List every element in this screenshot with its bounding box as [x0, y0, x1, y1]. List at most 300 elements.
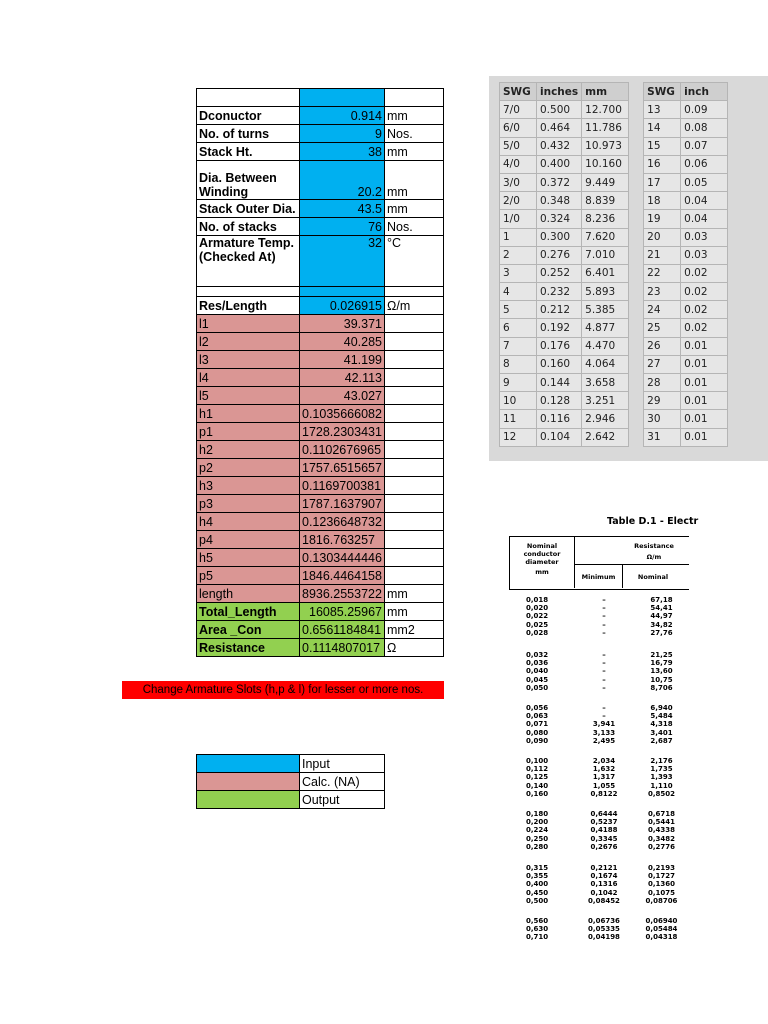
swg-gap: [629, 355, 644, 373]
table-d1-row: [509, 917, 689, 925]
table-d1-row: [509, 596, 689, 604]
swg-cell: 0.01: [681, 337, 728, 355]
table-d1-cell: 0,4188: [590, 826, 618, 835]
table-d1-cell: –: [602, 675, 606, 684]
table-d1-cell: 0,1316: [590, 880, 618, 889]
table-d1-cell: 0,630: [526, 925, 549, 934]
table-d1-cell: 2,034: [592, 757, 616, 765]
swg-cell: 6.401: [582, 264, 629, 282]
table-d1-cell: 0,500: [526, 896, 549, 905]
swg-cell: 0.276: [537, 246, 582, 264]
swg-cell: 2/0: [500, 192, 537, 210]
input-4-value: 43.5: [300, 200, 385, 218]
swg-cell: 0.192: [537, 319, 582, 337]
table-d1-group: [509, 810, 689, 851]
calc-l5-value: 43.027: [300, 387, 385, 405]
swg-cell: 19: [644, 210, 681, 228]
calc-l1-row: [197, 315, 444, 333]
swg-cell: 10: [500, 392, 537, 410]
swg-cell: 8.839: [582, 192, 629, 210]
table-d1-cell: 0,5441: [647, 818, 675, 827]
swg-cell: 0.176: [537, 337, 582, 355]
table-d1-cell: 27,76: [650, 628, 673, 637]
swg-gap: [629, 264, 644, 282]
calc-p2-row: [197, 459, 444, 477]
input-5-unit: Nos.: [385, 218, 444, 236]
swg-gap: [629, 374, 644, 392]
calculator-table: [196, 88, 444, 657]
swg-cell: 10.160: [582, 155, 629, 173]
swg-row: [500, 119, 728, 137]
header-blank: [197, 89, 300, 107]
table-d1-cell: 67,18: [650, 596, 673, 604]
swg-cell: 0.432: [537, 137, 582, 155]
swg-gap: [629, 319, 644, 337]
swg-cell: 20: [644, 228, 681, 246]
calc-h5-label: h5: [197, 549, 300, 567]
output-0-label: Total_Length: [197, 603, 300, 621]
table-d1-cell: 0,6444: [590, 810, 618, 818]
swg-cell: 0.300: [537, 228, 582, 246]
table-d1-cell: 0,355: [526, 872, 549, 881]
table-d1-cell: 0,05335: [588, 925, 620, 934]
table-d1-row: [509, 782, 689, 790]
table-d1-cell: 0,022: [526, 612, 549, 621]
res-length-value: 0.026915: [300, 297, 385, 315]
calc-h2-unit: [385, 441, 444, 459]
table-d1-cell: 2,176: [650, 757, 673, 765]
table-d1-cell: 0,710: [526, 933, 549, 942]
table-d1-row: [509, 835, 689, 843]
table-d1-cell: –: [602, 604, 606, 613]
table-d1-cell: 0,063: [526, 712, 549, 721]
swg-cell: 5: [500, 301, 537, 319]
swg-gap: [629, 210, 644, 228]
calc-l3-label: l3: [197, 351, 300, 369]
table-d1-header-minimum: Minimum: [581, 573, 616, 581]
table-d1-cell: 0,05484: [645, 925, 678, 934]
swg-cell: 3: [500, 264, 537, 282]
table-d1-cell: 0,4338: [647, 826, 675, 835]
table-d1-cell: 0,020: [526, 604, 549, 613]
table-d1-cell: 0,08452: [588, 896, 620, 905]
calc-h3-unit: [385, 477, 444, 495]
output-1-unit: mm2: [385, 621, 444, 639]
legend-swatch: [197, 791, 300, 809]
calc-h1-unit: [385, 405, 444, 423]
swg-gap: [629, 337, 644, 355]
swg-cell: 1/0: [500, 210, 537, 228]
table-d1-row: [509, 925, 689, 933]
table-d1-header-resistance-unit: Ω/m: [646, 553, 662, 561]
swg-gap: [629, 155, 644, 173]
table-d1-row: [509, 612, 689, 620]
swg-cell: 7.010: [582, 246, 629, 264]
swg-header-cell: SWG: [500, 83, 537, 101]
table-d1-cell: 44,97: [650, 612, 673, 621]
table-d1-header-resistance: Resistance: [634, 542, 674, 550]
swg-cell: 12.700: [582, 101, 629, 119]
swg-header-cell: mm: [582, 83, 629, 101]
swg-cell: 0.09: [681, 101, 728, 119]
calc-p4-value: 1816.763257: [300, 531, 385, 549]
table-d1-cell: 0,450: [526, 888, 549, 897]
calc-l3-unit: [385, 351, 444, 369]
swg-header-cell: SWG: [644, 83, 681, 101]
swg-cell: 2.946: [582, 410, 629, 428]
swg-cell: 12: [500, 428, 537, 446]
spacer-cell: [197, 287, 300, 297]
input-2-row: [197, 143, 444, 161]
res-length-unit: Ω/m: [385, 297, 444, 315]
table-d1-cell: 3,401: [650, 728, 673, 737]
table-d1-row: [509, 864, 689, 872]
table-d1-row: [509, 704, 689, 712]
table-d1-group: [509, 757, 689, 798]
swg-cell: 0.252: [537, 264, 582, 282]
table-d1-cell: 0,080: [526, 728, 549, 737]
legend-row: [197, 791, 385, 809]
table-d1-cell: 0,04318: [645, 933, 678, 942]
table-d1-title: Table D.1 - Electr: [607, 516, 699, 527]
output-2-label: Resistance: [197, 639, 300, 657]
calc-l4-row: [197, 369, 444, 387]
table-d1-header-diameter: Nominal conductor diameter: [523, 542, 561, 566]
table-d1-row: [509, 897, 689, 905]
table-d1-row: [509, 843, 689, 851]
table-d1-cell: 1,393: [650, 773, 673, 782]
table-d1-header-unit: mm: [535, 568, 549, 576]
table-d1-cell: 0,06736: [588, 917, 620, 925]
calc-h3-value: 0.1169700381: [300, 477, 385, 495]
calc-p2-label: p2: [197, 459, 300, 477]
swg-row: [500, 246, 728, 264]
swg-cell: 0.02: [681, 264, 728, 282]
table-d1-cell: 0,3345: [590, 834, 618, 843]
table-d1-cell: 6,940: [650, 704, 673, 712]
swg-row: [500, 337, 728, 355]
calc-h5-value: 0.1303444446: [300, 549, 385, 567]
swg-header-cell: inch: [681, 83, 728, 101]
table-d1-row: [509, 889, 689, 897]
swg-cell: 0.104: [537, 428, 582, 446]
table-d1-cell: 8,706: [650, 683, 673, 692]
spacer-row: [197, 287, 444, 297]
swg-gap: [629, 246, 644, 264]
calc-length-row: [197, 585, 444, 603]
swg-cell: 4/0: [500, 155, 537, 173]
input-6-label: Armature Temp. (Checked At): [197, 236, 300, 287]
swg-cell: 4.470: [582, 337, 629, 355]
spacer-cell: [300, 287, 385, 297]
table-d1-cell: 0,400: [526, 880, 549, 889]
swg-cell: 16: [644, 155, 681, 173]
swg-cell: 8.236: [582, 210, 629, 228]
swg-cell: 6: [500, 319, 537, 337]
table-d1-cell: 0,5237: [590, 818, 618, 827]
input-6-unit: °C: [385, 236, 444, 287]
table-d1-cell: 2,687: [650, 736, 673, 745]
swg-cell: 24: [644, 301, 681, 319]
table-d1-row: [509, 629, 689, 637]
output-0-value: 16085.25967: [300, 603, 385, 621]
legend-label: Input: [300, 755, 385, 773]
swg-cell: 5.893: [582, 283, 629, 301]
table-d1-group: [509, 596, 689, 637]
table-d1-cell: 0,2776: [647, 842, 675, 851]
swg-cell: 29: [644, 392, 681, 410]
swg-cell: 6/0: [500, 119, 537, 137]
header-blank: [300, 89, 385, 107]
table-d1-cell: –: [602, 659, 606, 668]
output-2-unit: Ω: [385, 639, 444, 657]
calc-length-value: 8936.2553722: [300, 585, 385, 603]
input-5-label: No. of stacks: [197, 218, 300, 236]
swg-row: [500, 264, 728, 282]
table-d1-row: [509, 773, 689, 781]
calc-p2-unit: [385, 459, 444, 477]
calc-l4-value: 42.113: [300, 369, 385, 387]
table-d1-cell: 21,25: [650, 651, 673, 659]
input-0-label: Dconuctor: [197, 107, 300, 125]
input-1-unit: Nos.: [385, 125, 444, 143]
table-d1-row: [509, 651, 689, 659]
input-0-unit: mm: [385, 107, 444, 125]
table-d1-cell: 0,04198: [588, 933, 620, 942]
swg-cell: 27: [644, 355, 681, 373]
table-d1-cell: 0,071: [526, 720, 549, 729]
swg-cell: 7.620: [582, 228, 629, 246]
swg-cell: 23: [644, 283, 681, 301]
swg-cell: 31: [644, 428, 681, 446]
swg-row: [500, 101, 728, 119]
legend-swatch: [197, 755, 300, 773]
table-d1-cell: 4,318: [650, 720, 673, 729]
swg-cell: 4.064: [582, 355, 629, 373]
calc-h1-value: 0.1035666082: [300, 405, 385, 423]
calc-p1-row: [197, 423, 444, 441]
table-d1: [509, 536, 689, 946]
output-1-value: 0.6561184841: [300, 621, 385, 639]
swg-cell: 0.03: [681, 228, 728, 246]
input-2-label: Stack Ht.: [197, 143, 300, 161]
output-1-label: Area _Con: [197, 621, 300, 639]
table-d1-cell: –: [602, 620, 606, 629]
swg-cell: 25: [644, 319, 681, 337]
table-d1-cell: 0,140: [526, 781, 549, 790]
calc-p3-row: [197, 495, 444, 513]
calc-length-unit: mm: [385, 585, 444, 603]
calc-l3-value: 41.199: [300, 351, 385, 369]
swg-cell: 5.385: [582, 301, 629, 319]
input-6-row: [197, 236, 444, 287]
swg-cell: 9.449: [582, 173, 629, 191]
table-d1-cell: 16,79: [650, 659, 673, 668]
table-d1-row: [509, 872, 689, 880]
output-0-row: [197, 603, 444, 621]
swg-cell: 30: [644, 410, 681, 428]
swg-cell: 18: [644, 192, 681, 210]
table-d1-cell: 1,735: [650, 765, 673, 774]
calc-l4-unit: [385, 369, 444, 387]
table-d1-group: [509, 651, 689, 692]
swg-cell: 0.116: [537, 410, 582, 428]
calc-h5-row: [197, 549, 444, 567]
calc-p1-unit: [385, 423, 444, 441]
input-3-row: [197, 161, 444, 200]
swg-cell: 0.01: [681, 428, 728, 446]
table-d1-cell: –: [602, 667, 606, 676]
table-d1-cell: –: [602, 704, 606, 712]
table-d1-row: [509, 757, 689, 765]
swg-cell: 1: [500, 228, 537, 246]
table-d1-row: [509, 621, 689, 629]
swg-row: [500, 374, 728, 392]
calc-h3-row: [197, 477, 444, 495]
table-d1-row: [509, 684, 689, 692]
input-4-label: Stack Outer Dia.: [197, 200, 300, 218]
table-d1-cell: 3,941: [592, 720, 616, 729]
table-d1-cell: 0,1360: [647, 880, 675, 889]
swg-cell: 7/0: [500, 101, 537, 119]
table-d1-row: [509, 667, 689, 675]
table-d1-cell: 34,82: [650, 620, 673, 629]
swg-cell: 15: [644, 137, 681, 155]
calc-h4-row: [197, 513, 444, 531]
header-row: [197, 89, 444, 107]
table-d1-row: [509, 712, 689, 720]
swg-cell: 0.232: [537, 283, 582, 301]
swg-cell: 17: [644, 173, 681, 191]
table-d1-cell: –: [602, 651, 606, 659]
swg-cell: 0.464: [537, 119, 582, 137]
table-d1-cell: 0,100: [526, 757, 549, 765]
table-d1-cell: 0,050: [526, 683, 549, 692]
swg-cell: 0.02: [681, 301, 728, 319]
table-d1-row: [509, 720, 689, 728]
swg-row: [500, 283, 728, 301]
swg-row: [500, 392, 728, 410]
swg-gap: [629, 192, 644, 210]
calc-p4-unit: [385, 531, 444, 549]
input-4-row: [197, 200, 444, 218]
calc-h2-value: 0.1102676965: [300, 441, 385, 459]
swg-cell: 0.372: [537, 173, 582, 191]
input-2-value: 38: [300, 143, 385, 161]
input-5-value: 76: [300, 218, 385, 236]
table-d1-divider: [574, 564, 689, 565]
swg-gap: [629, 173, 644, 191]
swg-cell: 0.348: [537, 192, 582, 210]
swg-gap: [629, 428, 644, 446]
output-2-row: [197, 639, 444, 657]
swg-cell: 0.144: [537, 374, 582, 392]
table-d1-cell: 0,2676: [590, 842, 618, 851]
table-d1-row: [509, 729, 689, 737]
input-1-value: 9: [300, 125, 385, 143]
calc-length-label: length: [197, 585, 300, 603]
swg-cell: 11: [500, 410, 537, 428]
calc-p2-value: 1757.6515657: [300, 459, 385, 477]
swg-row: [500, 355, 728, 373]
table-d1-cell: 0,1727: [647, 872, 675, 881]
legend-row: [197, 773, 385, 791]
warning-banner: Change Armature Slots (h,p & l) for lesser or more nos.: [122, 681, 444, 699]
table-d1-cell: 0,032: [526, 651, 549, 659]
calc-h4-label: h4: [197, 513, 300, 531]
table-d1-cell: –: [602, 596, 606, 604]
table-d1-cell: 0,224: [526, 826, 549, 835]
swg-cell: 3.658: [582, 374, 629, 392]
input-2-unit: mm: [385, 143, 444, 161]
table-d1-cell: 0,08706: [645, 896, 678, 905]
table-d1-cell: 0,090: [526, 736, 549, 745]
table-d1-cell: 0,1075: [647, 888, 675, 897]
calc-l3-row: [197, 351, 444, 369]
table-d1-cell: 0,1674: [590, 872, 618, 881]
legend-label: Calc. (NA): [300, 773, 385, 791]
input-4-unit: mm: [385, 200, 444, 218]
swg-cell: 3/0: [500, 173, 537, 191]
table-d1-cell: 0,2193: [647, 864, 675, 872]
calc-l2-value: 40.285: [300, 333, 385, 351]
swg-row: [500, 192, 728, 210]
swg-cell: 0.07: [681, 137, 728, 155]
table-d1-cell: 0,025: [526, 620, 549, 629]
swg-gap: [629, 228, 644, 246]
swg-cell: 21: [644, 246, 681, 264]
swg-cell: 26: [644, 337, 681, 355]
calc-p5-row: [197, 567, 444, 585]
swg-cell: 0.06: [681, 155, 728, 173]
swg-gap: [629, 392, 644, 410]
table-d1-cell: 0,160: [526, 789, 549, 798]
table-d1-cell: 1,055: [592, 781, 616, 790]
table-d1-cell: 0,125: [526, 773, 549, 782]
table-d1-cell: –: [602, 712, 606, 721]
table-d1-cell: 0,8502: [647, 789, 675, 798]
output-1-row: [197, 621, 444, 639]
table-d1-row: [509, 933, 689, 941]
calc-p1-value: 1728.2303431: [300, 423, 385, 441]
swg-cell: 0.02: [681, 319, 728, 337]
calc-p5-value: 1846.4464158: [300, 567, 385, 585]
table-d1-row: [509, 604, 689, 612]
spacer-cell: [385, 287, 444, 297]
swg-cell: 9: [500, 374, 537, 392]
calc-p4-label: p4: [197, 531, 300, 549]
swg-cell: 0.212: [537, 301, 582, 319]
output-0-unit: mm: [385, 603, 444, 621]
output-2-value: 0.1114807017: [300, 639, 385, 657]
table-d1-cell: 0,250: [526, 834, 549, 843]
swg-row: [500, 155, 728, 173]
swg-row: [500, 301, 728, 319]
table-d1-cell: 0,560: [526, 917, 549, 925]
table-d1-group: [509, 864, 689, 905]
calc-l5-unit: [385, 387, 444, 405]
calc-h4-unit: [385, 513, 444, 531]
legend-table: [196, 754, 385, 809]
table-d1-header-nominal: Nominal: [637, 573, 669, 581]
calc-l1-value: 39.371: [300, 315, 385, 333]
table-d1-cell: 0,036: [526, 659, 549, 668]
header-blank: [385, 89, 444, 107]
table-d1-cell: 0,040: [526, 667, 549, 676]
table-d1-row: [509, 659, 689, 667]
swg-cell: 14: [644, 119, 681, 137]
swg-cell: 0.500: [537, 101, 582, 119]
